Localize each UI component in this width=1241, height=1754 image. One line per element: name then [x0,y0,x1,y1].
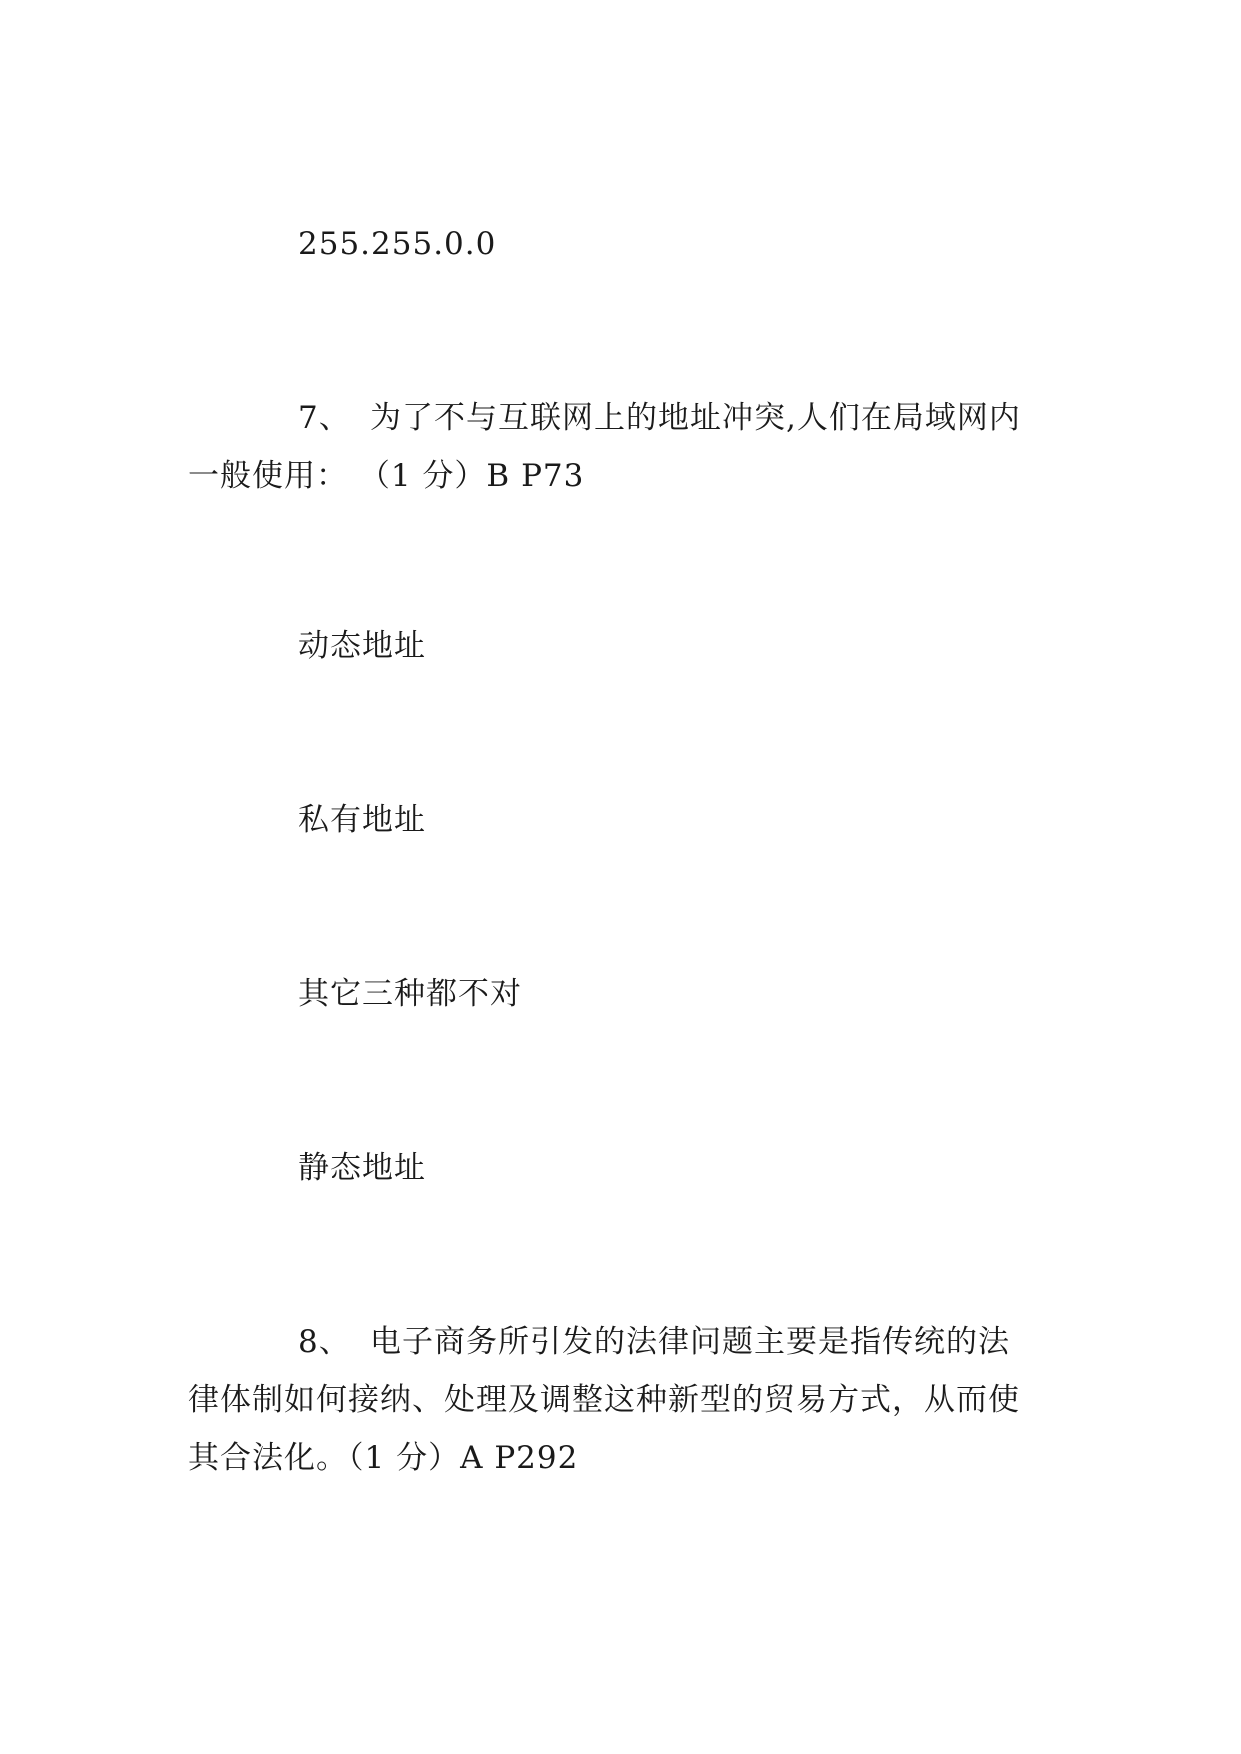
question-8-line-3: 其合法化。（1 分）A P292 [188,1440,579,1476]
question-8-text-1: 电子商务所引发的法律问题主要是指传统的法 [370,1324,1010,1360]
question-7-line-2: 一般使用： （1 分）B P73 [188,458,585,494]
question-8-line-2: 律体制如何接纳、处理及调整这种新型的贸易方式，从而使 [188,1382,1020,1418]
question-7-text-1: 为了不与互联网上的地址冲突,人们在局域网内 [370,400,1021,436]
question-7-option-1: 动态地址 [298,628,426,664]
question-7-option-2: 私有地址 [298,802,426,838]
question-7-number: 7、 [298,400,351,436]
question-7-option-3: 其它三种都不对 [298,976,522,1012]
question-8-line-1 [298,1322,1010,1362]
question-7-line-1 [298,398,1021,438]
question-8-number: 8、 [298,1324,351,1360]
previous-option-text: 255.255.0.0 [298,226,497,262]
question-7-option-4: 静态地址 [298,1150,426,1186]
